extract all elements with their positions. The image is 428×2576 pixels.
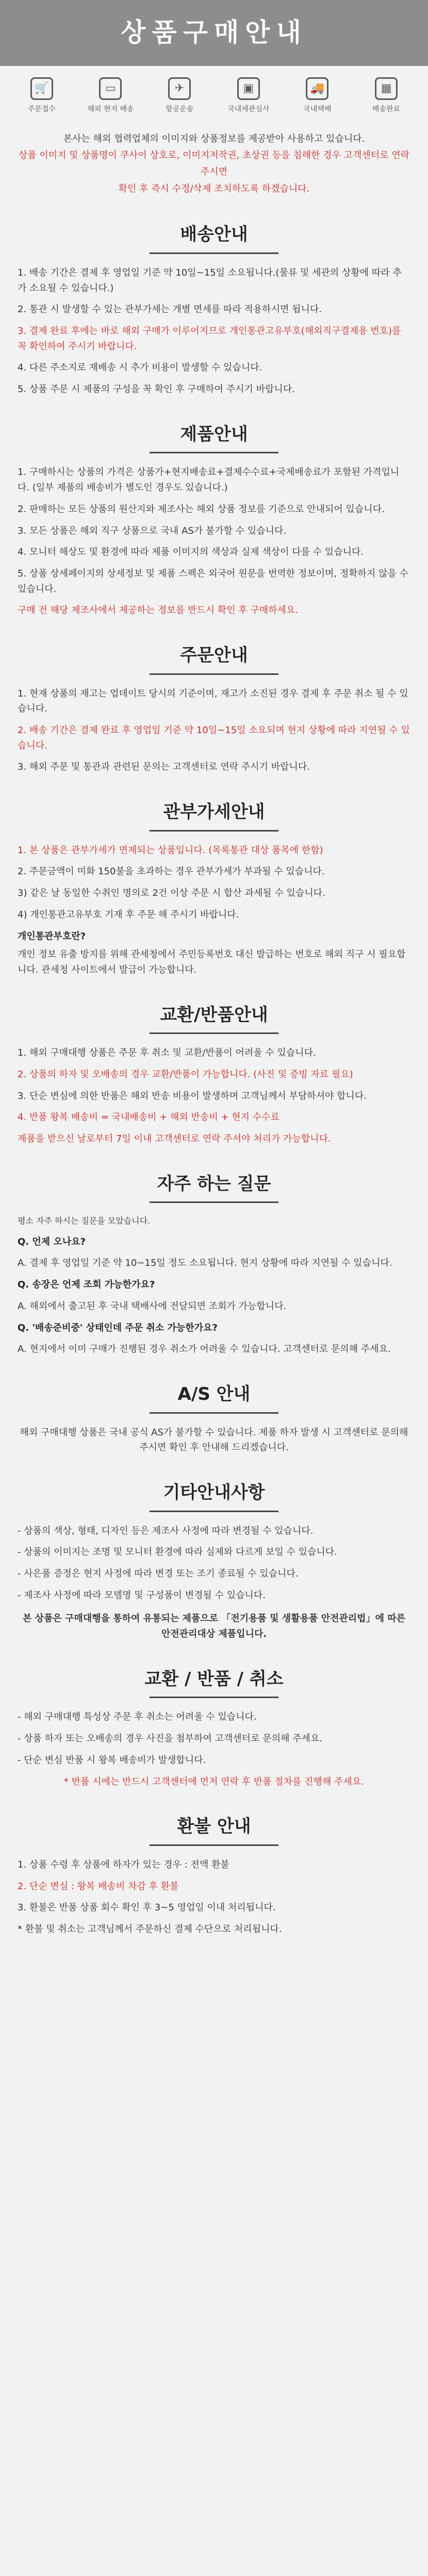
divider xyxy=(150,252,278,254)
subheading: 개인통관부호란? xyxy=(18,930,86,942)
faq-answer: A. 결제 후 영업일 기준 약 10~15일 정도 소요됩니다. 현지 상황에 따라 지연될 수 있습니다. xyxy=(18,1258,392,1269)
section-shipping xyxy=(0,221,428,397)
divider xyxy=(150,1201,278,1203)
step-local-shipping xyxy=(86,77,135,115)
section-title: 교환/반품안내 xyxy=(160,1004,268,1025)
faq-question: Q. 송장은 언제 조회 가능한가요? xyxy=(18,1279,155,1291)
section-etc xyxy=(0,1479,428,1642)
faq-intro: 평소 자주 하시는 질문을 모았습니다. xyxy=(18,1216,151,1226)
section-exchange-cancel xyxy=(0,1666,428,1789)
step-complete xyxy=(361,77,411,115)
list-item: 2. 상품의 하자 및 오배송의 경우 교환/반품이 가능합니다. (사진 및 증빙 자료 필요) xyxy=(18,1069,353,1080)
list-item: 3) 같은 날 동일한 수취인 명의로 2건 이상 주문 시 합산 과세될 수 있습니다. xyxy=(18,888,325,899)
list-item: - 단순 변심 반품 시 왕복 배송비가 발생합니다. xyxy=(18,1754,206,1766)
customs-icon: ▣ xyxy=(237,77,260,100)
divider xyxy=(150,1844,278,1846)
list-item: 2. 배송 기간은 결제 완료 후 영업일 기준 약 10일~15일 소요되며 현지 상황에 따라 지연될 수 있습니다. xyxy=(18,725,410,751)
warning-text: * 반품 시에는 반드시 고객센터에 먼저 연락 후 반품 절차를 진행해 주세요. xyxy=(64,1776,364,1787)
paragraph: 개인 정보 유출 방지를 위해 관세청에서 주민등록번호 대신 발급하는 번호로 해외 직구 시 필요합니다. 관세청 사이트에서 발급이 가능합니다. xyxy=(18,949,406,975)
step-label: 항공운송 xyxy=(166,105,194,113)
list-item: 1. 배송 기간은 결제 후 영업일 기준 약 10일~15일 소요됩니다.(물류 및 세관의 상황에 따라 추가 소요될 수 있습니다.) xyxy=(18,267,402,294)
cart-icon: 🛒 xyxy=(30,77,53,100)
divider xyxy=(150,1412,278,1414)
warning-text: 제품을 받으신 날로부터 7일 이내 고객센터로 연락 주셔야 처리가 가능합니다. xyxy=(18,1133,331,1144)
step-customs xyxy=(224,77,273,115)
section-tax xyxy=(0,799,428,978)
box-icon: ▦ xyxy=(375,77,398,100)
list-item: - 제조사 사정에 따라 모델명 및 구성품이 변경될 수 있습니다. xyxy=(18,1589,266,1601)
faq-question: Q. 언제 오나요? xyxy=(18,1236,86,1247)
divider xyxy=(150,830,278,832)
list-item: 5. 상품 상세페이지의 상세정보 및 제품 스펙은 외국어 원문을 번역한 정보이며, 정확하지 않을 수 있습니다. xyxy=(18,568,409,595)
plane-icon: ✈ xyxy=(168,77,191,100)
section-order xyxy=(0,642,428,775)
step-order xyxy=(17,77,67,115)
list-item: - 상품의 색상, 형태, 디자인 등은 제조사 사정에 따라 변경될 수 있습니다. xyxy=(18,1525,314,1536)
safety-notice: 본 상품은 구매대행을 통하여 유통되는 제품으로 「전기용품 및 생활용품 안전관리법」에 따른 안전관리대상 제품입니다. xyxy=(22,1613,406,1640)
faq-answer: A. 현지에서 이미 구매가 진행된 경우 취소가 어려울 수 있습니다. 고객센터로 문의해 주세요. xyxy=(18,1344,391,1355)
faq-answer: A. 해외에서 출고된 후 국내 택배사에 전달되면 조회가 가능합니다. xyxy=(18,1300,287,1312)
list-item: - 상품 하자 또는 오배송의 경우 사진을 첨부하여 고객센터로 문의해 주세요. xyxy=(18,1733,323,1744)
page-title: 상품구매안내 xyxy=(121,18,307,48)
notice-line-red: 상품 이미지 및 상품명이 쿠사이 상호로, 이미지저작권, 초상권 등을 침해한 경우 고객센터로 연락주시면 xyxy=(18,150,410,178)
list-item: 1. 상품 수령 후 상품에 하자가 있는 경우 : 전액 환불 xyxy=(18,1859,229,1870)
divider xyxy=(150,1511,278,1512)
step-label: 국내세관심사 xyxy=(227,105,270,113)
list-item: 5. 상품 주문 시 제품의 구성을 꼭 확인 후 구매하여 주시기 바랍니다. xyxy=(18,384,295,395)
list-item: 2. 주문금액이 미화 150불을 초과하는 경우 관부가세가 부과될 수 있습니다. xyxy=(18,866,325,877)
list-item: 3. 단순 변심에 의한 반품은 해외 반송 비용이 발생하며 고객님께서 부담하셔야 합니다. xyxy=(18,1090,367,1101)
truck-icon: 🚚 xyxy=(306,77,328,100)
list-item: 3. 결제 완료 후에는 바로 해외 구매가 이루어지므로 개인통관고유부호(해외직구결제용 번호)를 꼭 확인하여 주시기 바랍니다. xyxy=(18,326,401,352)
section-as xyxy=(0,1381,428,1455)
list-item: 4. 반품 왕복 배송비 = 국내배송비 + 해외 반송비 + 현지 수수료 xyxy=(18,1112,279,1123)
step-air xyxy=(155,77,204,115)
list-item: 4) 개인통관고유부호 기재 후 주문 해 주시기 바랍니다. xyxy=(18,909,239,920)
section-refund xyxy=(0,1813,428,1937)
process-steps xyxy=(0,66,428,123)
step-label: 국내택배 xyxy=(303,105,332,113)
list-item: 1. 구매하시는 상품의 가격은 상품가+현지배송료+결제수수료+국제배송료가 포함된 가격입니다. (일부 제품의 배송비가 별도인 경우도 있습니다.) xyxy=(18,467,400,494)
list-item: 2. 판매하는 모든 상품의 원산지와 제조사는 해외 상품 정보를 기준으로 안내되어 있습니다. xyxy=(18,503,385,515)
list-item: 4. 다른 주소지로 재배송 시 추가 비용이 발생할 수 있습니다. xyxy=(18,362,262,374)
section-product xyxy=(0,421,428,618)
section-exchange xyxy=(0,1002,428,1147)
step-label: 주문접수 xyxy=(27,105,56,113)
list-item: 4. 모니터 해상도 및 환경에 따라 제품 이미지의 색상과 실제 색상이 다를 수 있습니다. xyxy=(18,547,364,558)
list-item: 3. 모든 상품은 해외 직구 상품으로 국내 AS가 불가할 수 있습니다. xyxy=(18,525,287,536)
copyright-notice xyxy=(14,131,414,198)
notice-line-red: 확인 후 즉시 수정/삭제 조치하도록 하겠습니다. xyxy=(118,183,310,194)
list-item: 1. 본 상품은 관부가세가 면제되는 상품입니다. (목록통관 대상 품목에 한함) xyxy=(18,844,323,856)
section-title: 환불 안내 xyxy=(177,1816,251,1837)
list-item: 3. 해외 주문 및 통관과 관련된 문의는 고객센터로 연락 주시기 바랍니다. xyxy=(18,761,310,773)
list-item: 2. 통관 시 발생할 수 있는 관부가세는 개별 면세를 따라 적용하시면 됩니다. xyxy=(18,304,322,315)
section-faq xyxy=(0,1171,428,1357)
section-title: 관부가세안내 xyxy=(163,802,265,823)
section-title: 자주 하는 질문 xyxy=(157,1173,271,1194)
faq-question: Q. '배송준비중' 상태인데 주문 취소 가능한가요? xyxy=(18,1322,218,1333)
notice-line: 본사는 해외 협력업체의 이미지와 상품정보를 제공받아 사용하고 있습니다. xyxy=(63,133,365,144)
list-item: 2. 단순 변심 : 왕복 배송비 차감 후 환불 xyxy=(18,1880,179,1892)
list-item: 1. 현재 상품의 재고는 업데이트 당시의 기준이며, 재고가 소진된 경우 결제 후 주문 취소 될 수 있습니다. xyxy=(18,688,408,715)
step-domestic xyxy=(292,77,342,115)
section-title: 교환 / 반품 / 취소 xyxy=(144,1668,284,1689)
list-item: 3. 환불은 반품 상품 회수 확인 후 3~5 영업일 이내 처리됩니다. xyxy=(18,1902,276,1913)
footer-note: * 환불 및 취소는 고객님께서 주문하신 결제 수단으로 처리됩니다. xyxy=(18,1923,282,1935)
card-icon: ▭ xyxy=(99,77,122,100)
section-title: 배송안내 xyxy=(180,224,248,245)
list-item: - 사은품 증정은 현지 사정에 따라 변경 또는 조기 종료될 수 있습니다. xyxy=(18,1568,299,1580)
header-banner xyxy=(0,0,428,66)
paragraph: 해외 구매대행 상품은 국내 공식 AS가 불가할 수 있습니다. 제품 하자 발생 시 고객센터로 문의해 주시면 확인 후 안내해 드리겠습니다. xyxy=(20,1427,408,1453)
section-title: 제품안내 xyxy=(180,423,248,445)
divider xyxy=(150,1032,278,1034)
step-label: 배송완료 xyxy=(372,105,401,113)
step-label: 해외 현지 배송 xyxy=(87,105,134,113)
divider xyxy=(150,673,278,675)
warning-text: 구매 전 해당 제조사에서 제공하는 정보를 반드시 확인 후 구매하세요. xyxy=(18,605,299,616)
section-title: 기타안내사항 xyxy=(163,1482,265,1503)
divider xyxy=(150,1697,278,1698)
section-title: 주문안내 xyxy=(180,645,248,666)
list-item: - 상품의 이미지는 조명 및 모니터 환경에 따라 실제와 다르게 보일 수 있습니다. xyxy=(18,1547,337,1558)
list-item: - 해외 구매대행 특성상 주문 후 취소는 어려울 수 있습니다. xyxy=(18,1711,257,1723)
divider xyxy=(150,452,278,453)
section-title: A/S 안내 xyxy=(177,1383,251,1404)
list-item: 1. 해외 구매대행 상품은 주문 후 취소 및 교환/반품이 어려울 수 있습니다. xyxy=(18,1047,316,1059)
